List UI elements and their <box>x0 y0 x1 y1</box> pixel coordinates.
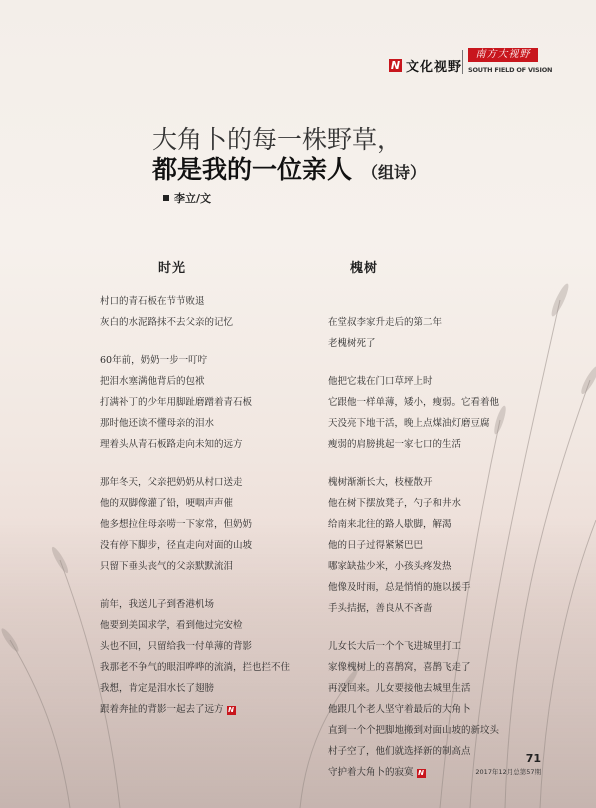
poem-line-text: 他在树下摆放凳子，勺子和井水 <box>328 498 462 509</box>
article-title-main: 都是我的一位亲人 <box>152 155 353 184</box>
magazine-logo-badge: N <box>390 59 401 72</box>
poem-line-text: 它跟他一样单薄，矮小，瘦弱。它看着他 <box>328 397 500 408</box>
page-number: 71 <box>525 752 541 765</box>
poem-line-text: 把泪水塞满他背后的包袱 <box>100 376 205 387</box>
end-mark-icon: N <box>418 769 424 777</box>
poem-line <box>328 577 499 598</box>
poem-body-left <box>100 291 290 720</box>
poem-line-text: 理着头从青石板路走向未知的远方 <box>100 439 243 450</box>
poem-line <box>328 434 499 455</box>
poem-line-text: 跟着奔扯的背影一起去了远方 <box>100 704 224 715</box>
poem-line <box>100 535 290 556</box>
byline-square-icon <box>163 195 169 201</box>
poem-line-text: 给南来北往的路人歇脚，解渴 <box>328 519 452 530</box>
poem-line <box>100 371 290 392</box>
poem-line-text: 直到一个个把脚地搬到对面山坡的新坟头 <box>328 725 500 736</box>
poem-line <box>328 472 499 493</box>
poem-line <box>100 312 290 333</box>
poem-line <box>100 472 290 493</box>
poem-line-text: 灰白的水泥路抹不去父亲的记忆 <box>100 317 234 328</box>
poem-line <box>328 762 499 783</box>
poem-line <box>100 514 290 535</box>
article-title-line2 <box>152 150 426 186</box>
poem-line <box>100 413 290 434</box>
section-subtitle-english: SOUTH FIELD OF VISION <box>468 66 553 74</box>
poem-title-left: 时光 <box>158 261 187 276</box>
poem-line-text: 哪家缺盐少米，小孩头疼发热 <box>328 561 452 572</box>
issue-info: 2017年12月总第57期 <box>475 768 541 776</box>
poem-line-text: 他像及时雨，总是悄悄的施以援手 <box>328 582 471 593</box>
stanza-gap <box>100 455 290 472</box>
poem-line-text: 村口的青石板在节节败退 <box>100 296 205 307</box>
poem-line <box>328 657 499 678</box>
poem-line <box>328 720 499 741</box>
stanza-gap <box>328 354 499 371</box>
poem-line-text: 他跟几个老人坚守着最后的大角卜 <box>328 704 471 715</box>
poem-line <box>328 392 499 413</box>
poem-line <box>328 493 499 514</box>
poem-line-text: 儿女长大后一个个飞进城里打工 <box>328 641 462 652</box>
poem-body-right <box>328 312 499 783</box>
magazine-masthead <box>468 48 553 74</box>
poem-line <box>100 678 290 699</box>
poem-line <box>100 594 290 615</box>
poem-line <box>100 636 290 657</box>
poem-line-text: 在堂叔李家升走后的第二年 <box>328 317 443 328</box>
poem-line-text: 头也不回，只留给我一付单薄的背影 <box>100 641 253 652</box>
article-title-line1: 大角卜的每一株野草， <box>152 125 403 154</box>
poem-line-text: 打满补丁的少年用脚趾磨蹭着青石板 <box>100 397 253 408</box>
poem-line-text: 天没亮下地干活，晚上点煤油灯磨豆腐 <box>328 418 490 429</box>
poem-line-text: 我那老不争气的眼泪哗哗的流淌，拦也拦不住 <box>100 662 291 673</box>
poem-line-text: 他把它栽在门口草坪上时 <box>328 376 433 387</box>
author-name: 李立/文 <box>174 192 212 205</box>
stanza-gap <box>328 455 499 472</box>
poem-line-text: 那年冬天，父亲把奶奶从村口送走 <box>100 477 243 488</box>
poem-line <box>328 514 499 535</box>
poem-line-text: 没有停下脚步，径直走向对面的山坡 <box>100 540 253 551</box>
poem-line <box>328 636 499 657</box>
poem-line <box>328 699 499 720</box>
poem-title-right: 槐树 <box>350 261 379 276</box>
header-divider <box>462 50 463 74</box>
poem-line <box>100 556 290 577</box>
poem-line-text: 我想，肯定是泪水长了翅膀 <box>100 683 215 694</box>
poem-line-text: 他多想拉住母亲唠一下家常，但奶奶 <box>100 519 253 530</box>
poem-line <box>100 392 290 413</box>
poem-line <box>328 312 499 333</box>
poem-line <box>328 333 499 354</box>
poem-line <box>328 678 499 699</box>
poem-line-text: 村子空了，他们就选择新的制高点 <box>328 746 471 757</box>
poem-line-text: 老槐树死了 <box>328 338 376 349</box>
poem-line <box>328 413 499 434</box>
poem-line <box>328 535 499 556</box>
poem-line <box>100 493 290 514</box>
poem-line <box>328 741 499 762</box>
poem-line-text: 60年前，奶奶一步一叮咛 <box>100 355 208 366</box>
poem-line <box>328 371 499 392</box>
section-title: 文化视野 <box>406 60 463 75</box>
poem-line-text: 再没回来。儿女要接他去城里生活 <box>328 683 471 694</box>
poem-line <box>100 657 290 678</box>
poem-line <box>328 556 499 577</box>
end-mark-icon: N <box>228 706 234 714</box>
poem-line-text: 家像槐树上的喜鹊窝，喜鹊飞走了 <box>328 662 471 673</box>
poem-line <box>100 615 290 636</box>
author-byline <box>163 190 211 206</box>
poem-line-text: 槐树渐渐长大，枝桠散开 <box>328 477 433 488</box>
magazine-name-tab: 南方大视野 <box>468 48 538 62</box>
poem-line <box>100 434 290 455</box>
poem-line-text: 他要到美国求学，看到他过完安检 <box>100 620 243 631</box>
poem-line-text: 他的日子过得紧紧巴巴 <box>328 540 424 551</box>
stanza-gap <box>100 333 290 350</box>
poem-line-text: 前年，我送儿子到香港机场 <box>100 599 215 610</box>
poem-line-text: 他的双脚像灌了铅，哽咽声声催 <box>100 498 234 509</box>
stanza-gap <box>328 619 499 636</box>
poem-line <box>100 699 290 720</box>
article-title-note: （组诗） <box>362 163 427 182</box>
poem-line <box>100 291 290 312</box>
poem-line <box>100 350 290 371</box>
section-header <box>389 56 462 75</box>
poem-line-text: 那时他还读不懂母亲的泪水 <box>100 418 215 429</box>
poem-line-text: 只留下垂头丧气的父亲默默流泪 <box>100 561 234 572</box>
poem-line-text: 守护着大角卜的寂寞 <box>328 767 414 778</box>
poem-line-text: 手头拮据，善良从不吝啬 <box>328 603 433 614</box>
stanza-gap <box>100 577 290 594</box>
poem-line-text: 瘦弱的肩膀挑起一家七口的生活 <box>328 439 462 450</box>
poem-line <box>328 598 499 619</box>
